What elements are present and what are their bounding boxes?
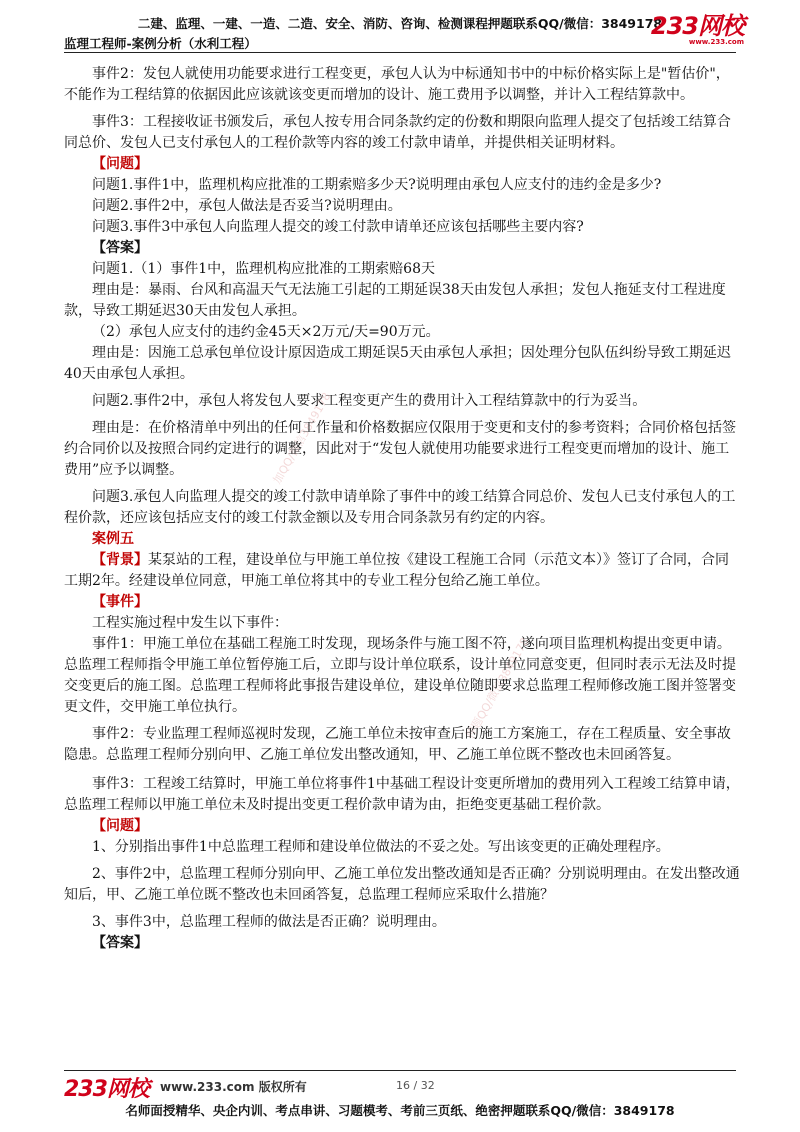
page-number: 16 / 32 [396, 1079, 435, 1092]
case-title: 案例五 [92, 531, 134, 547]
answer-2: 问题2.事件2中，承包人将发包人要求工程变更产生的费用计入工程结算款中的行为妥当。 [92, 393, 647, 409]
answer-2-reason: 理由是：在价格清单中列出的任何工作量和价格数据应仅限用于变更和支付的参考资料；合同价格包括签约合同价以及按照合同约定进行的调整，因此对于“发包人就使用功能要求进行工程变更而增加的设计、施工费用”应予以调整。 [64, 420, 736, 478]
section-tag-answers: 【答案】 [92, 240, 148, 256]
watermark-1: 加QQ/微信3849178 [270, 390, 334, 487]
header-contact-line: 二建、监理、一建、一造、二造、安全、消防、咨询、检测课程押题联系QQ/微信：3849178 [137, 16, 663, 31]
case5-event-2: 事件2：专业监理工程师巡视时发现，乙施工单位未按审查后的施工方案施工，存在工程质量、安全事故隐患。总监理工程师分别向甲、乙施工单位发出整改通知，甲、乙施工单位既不整改也未回函答复。 [64, 726, 731, 763]
logo-url: www.233.com [688, 38, 744, 46]
section-tag-events: 【事件】 [92, 594, 148, 610]
events-intro: 工程实施过程中发生以下事件： [92, 615, 288, 631]
footer-copyright: www.233.com 版权所有 [160, 1080, 307, 1094]
footer-divider [64, 1070, 736, 1071]
answer-3: 问题3.承包人向监理人提交的竣工付款申请单除了事件中的竣工结算合同总价、发包人已支付承包人的工程价款，还应该包括应支付的竣工付款金额以及专用合同条款另有约定的内容。 [64, 489, 736, 526]
section-tag-questions: 【问题】 [92, 156, 148, 172]
section-tag-answers-2: 【答案】 [92, 935, 148, 951]
site-logo [651, 14, 744, 46]
paragraph-event2: 事件2：发包人就使用功能要求进行工程变更，承包人认为中标通知书中的中标价格实际上是"暂估价"，不能作为工程结算的依据因此应该就该变更而增加的设计、施工费用予以调整，并计入工程结算款中。 [64, 66, 730, 103]
background-text: 某泵站的工程，建设单位与甲施工单位按《建设工程施工合同（示范文本）》签订了合同，合同工期2年。经建设单位同意，甲施工单位将其中的专业工程分包给乙施工单位。 [64, 552, 729, 589]
answer-1: 问题1.（1）事件1中，监理机构应批准的工期索赔68天 [92, 261, 435, 277]
section-tag-background: 【背景】 [92, 552, 148, 568]
case5-event-1: 事件1：甲施工单位在基础工程施工时发现，现场条件与施工图不符，遂向项目监理机构提出变更申请。总监理工程师指令甲施工单位暂停施工后，立即与设计单位联系，设计单位同意变更，但同时表示无法及时提交变更后的施工图。总监理工程师将此事报告建设单位，建设单位随即要求总监理工程师修改施工图并签署变更文件，交甲施工单位执行。 [64, 636, 736, 715]
question-2: 问题2.事件2中，承包人做法是否妥当?说明理由。 [92, 198, 402, 214]
footer-contact-line: 名师面授精华、央企内训、考点串讲、习题模考、考前三页纸、绝密押题联系QQ/微信：3849178 [125, 1103, 675, 1118]
case5-event-3: 事件3：工程竣工结算时，甲施工单位将事件1中基础工程设计变更所增加的费用列入工程竣工结算申请，总监理工程师以甲施工单位未及时提出变更工程价款申请为由，拒绝变更基础工程价款。 [64, 776, 740, 813]
question-1: 问题1.事件1中，监理机构应批准的工期索赔多少天?说明理由承包人应支付的违约金是多少? [92, 177, 662, 193]
footer-logo: 233网校 [64, 1077, 149, 1102]
answer-1-penalty: （2）承包人应支付的违约金45天×2万元/天=90万元。 [92, 324, 440, 340]
answer-1-penalty-reason: 理由是：因施工总承包单位设计原因造成工期延误5天由承包人承担；因处理分包队伍纠纷导致工期延迟40天由承包人承担。 [64, 345, 731, 382]
document-subtitle: 监理工程师-案例分析（水利工程） [64, 36, 257, 51]
paragraph-event3: 事件3：工程接收证书颁发后，承包人按专用合同条款约定的份数和期限向监理人提交了包括竣工结算合同总价、发包人已支付承包人的工程价款等内容的竣工付款申请单，并提供相关证明材料。 [64, 114, 731, 151]
header-divider [64, 52, 736, 53]
question-3: 问题3.事件3中承包人向监理人提交的竣工付款申请单还应该包括哪些主要内容? [92, 219, 584, 235]
watermark-2: 押题QQ/微信3849178 [463, 635, 532, 741]
section-tag-questions-2: 【问题】 [92, 818, 148, 834]
case5-question-2: 2、事件2中，总监理工程师分别向甲、乙施工单位发出整改通知是否正确？分别说明理由。在发出整改通知后，甲、乙施工单位既不整改也未回函答复，总监理工程师应采取什么措施？ [64, 866, 740, 903]
case5-question-1: 1、分别指出事件1中总监理工程师和建设单位做法的不妥之处。写出该变更的正确处理程序。 [92, 839, 670, 855]
case5-question-3: 3、事件3中，总监理工程师的做法是否正确？说明理由。 [92, 914, 446, 930]
logo-text: 233网校 [650, 12, 744, 40]
page-content [64, 64, 740, 954]
answer-1-reason: 理由是：暴雨、台风和高温天气无法施工引起的工期延误38天由发包人承担；发包人拖延支付工程进度款，导致工期延迟30天由发包人承担。 [64, 282, 726, 319]
